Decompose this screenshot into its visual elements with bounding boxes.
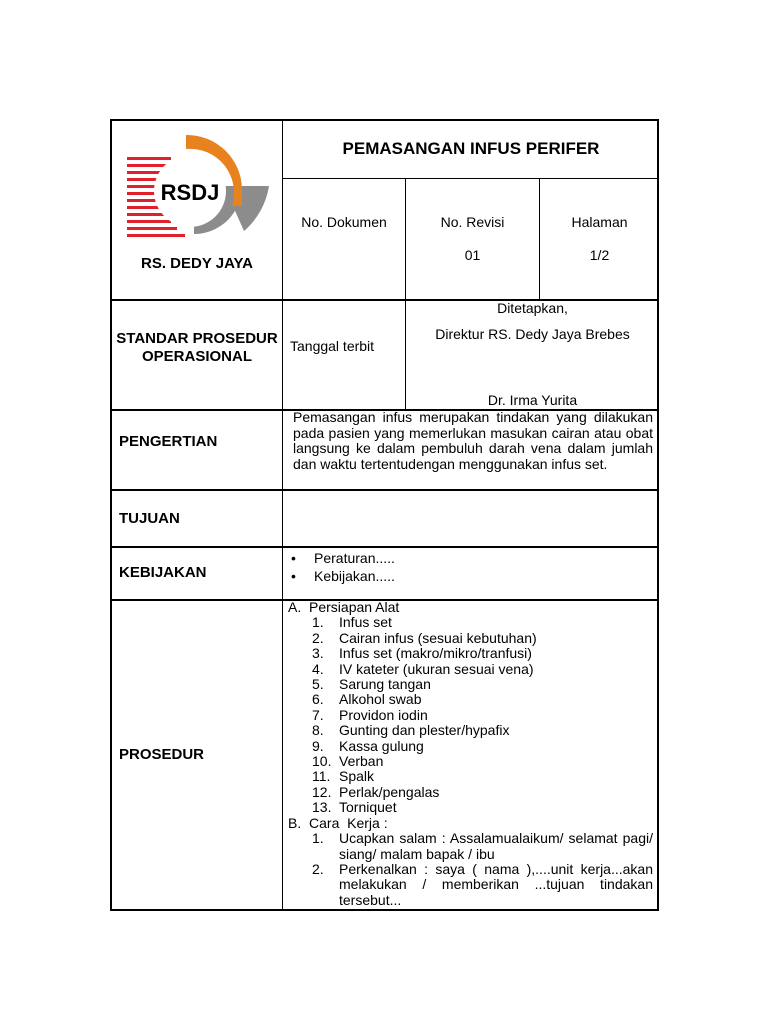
kebijakan-label: KEBIJAKAN — [119, 564, 207, 581]
section-a-list — [288, 615, 653, 815]
list-item: 4. IV kateter (ukuran sesuai vena) — [312, 660, 534, 677]
list-item: 1. Ucapkan salam : Assalamualaikum/ selamat pagi/ siang/ malam bapak / ibu — [312, 830, 653, 862]
column-divider — [282, 121, 283, 911]
list-item: 7. Providon iodin — [312, 706, 428, 723]
doc-no-label: No. Dokumen — [301, 214, 387, 230]
list-item: 12. Perlak/pengalas — [312, 783, 440, 800]
title-divider — [282, 178, 659, 179]
prosedur-content — [288, 600, 653, 908]
section-a-title: A. Persiapan Alat — [288, 599, 400, 615]
list-item: 1. Infus set — [312, 614, 392, 631]
tujuan-bottom-line — [112, 546, 659, 548]
document-title: PEMASANGAN INFUS PERIFER — [342, 139, 600, 158]
list-item: 11. Spalk — [312, 768, 375, 785]
list-item: • Kebijakan..... — [291, 568, 395, 584]
section-b-title: B. Cara Kerja : — [288, 814, 388, 831]
page-value: 1/2 — [589, 247, 610, 263]
list-item: 2. Cairan infus (sesuai kebutuhan) — [312, 629, 537, 646]
section-b-list — [288, 831, 653, 908]
approver-position: Direktur RS. Dedy Jaya Brebes — [435, 326, 630, 342]
list-item: 8. Gunting dan plester/hypafix — [312, 722, 510, 739]
sop-label: STANDAR PROSEDUR OPERASIONAL — [116, 330, 278, 365]
hospital-name: RS. DEDY JAYA — [140, 255, 253, 272]
list-item: 3. Infus set (makro/mikro/tranfusi) — [312, 645, 532, 662]
revision-value: 01 — [464, 247, 481, 263]
list-item: 9. Kassa gulung — [312, 737, 424, 754]
page-label: Halaman — [571, 214, 628, 230]
hospital-logo — [124, 131, 274, 241]
header-divider-1 — [405, 178, 406, 300]
issue-date-label: Tanggal terbit — [290, 338, 375, 354]
list-item: 13. Torniquet — [312, 799, 397, 816]
list-item: 10. Verban — [312, 753, 384, 770]
pengertian-label: PENGERTIAN — [119, 433, 218, 450]
list-item: • Peraturan..... — [291, 550, 395, 566]
header-divider-2 — [539, 178, 540, 300]
revision-label: No. Revisi — [440, 214, 505, 230]
approved-label: Ditetapkan, — [497, 300, 568, 316]
approver-name: Dr. Irma Yurita — [487, 392, 578, 408]
pengertian-bottom-line — [112, 489, 659, 491]
list-item: 2. Perkenalkan : saya ( nama ),....unit kerja...akan melakukan / memberikan ...tujuan tindakan tersebut... — [312, 860, 653, 908]
sop-document — [110, 119, 659, 911]
logo-text: RSDJ — [160, 180, 220, 205]
tujuan-label: TUJUAN — [119, 510, 180, 527]
list-item: 6. Alkohol swab — [312, 691, 422, 708]
prosedur-label: PROSEDUR — [119, 746, 205, 763]
kebijakan-list — [286, 549, 395, 585]
list-item: 5. Sarung tangan — [312, 676, 431, 693]
pengertian-text: Pemasangan infus merupakan tindakan yang dilakukan pada pasien yang memerlukan masukan cairan atau obat langsung ke dalam pembuluh darah vena dalam jumlah dan waktu tertentudengan menggunakan infus set. — [293, 409, 653, 472]
